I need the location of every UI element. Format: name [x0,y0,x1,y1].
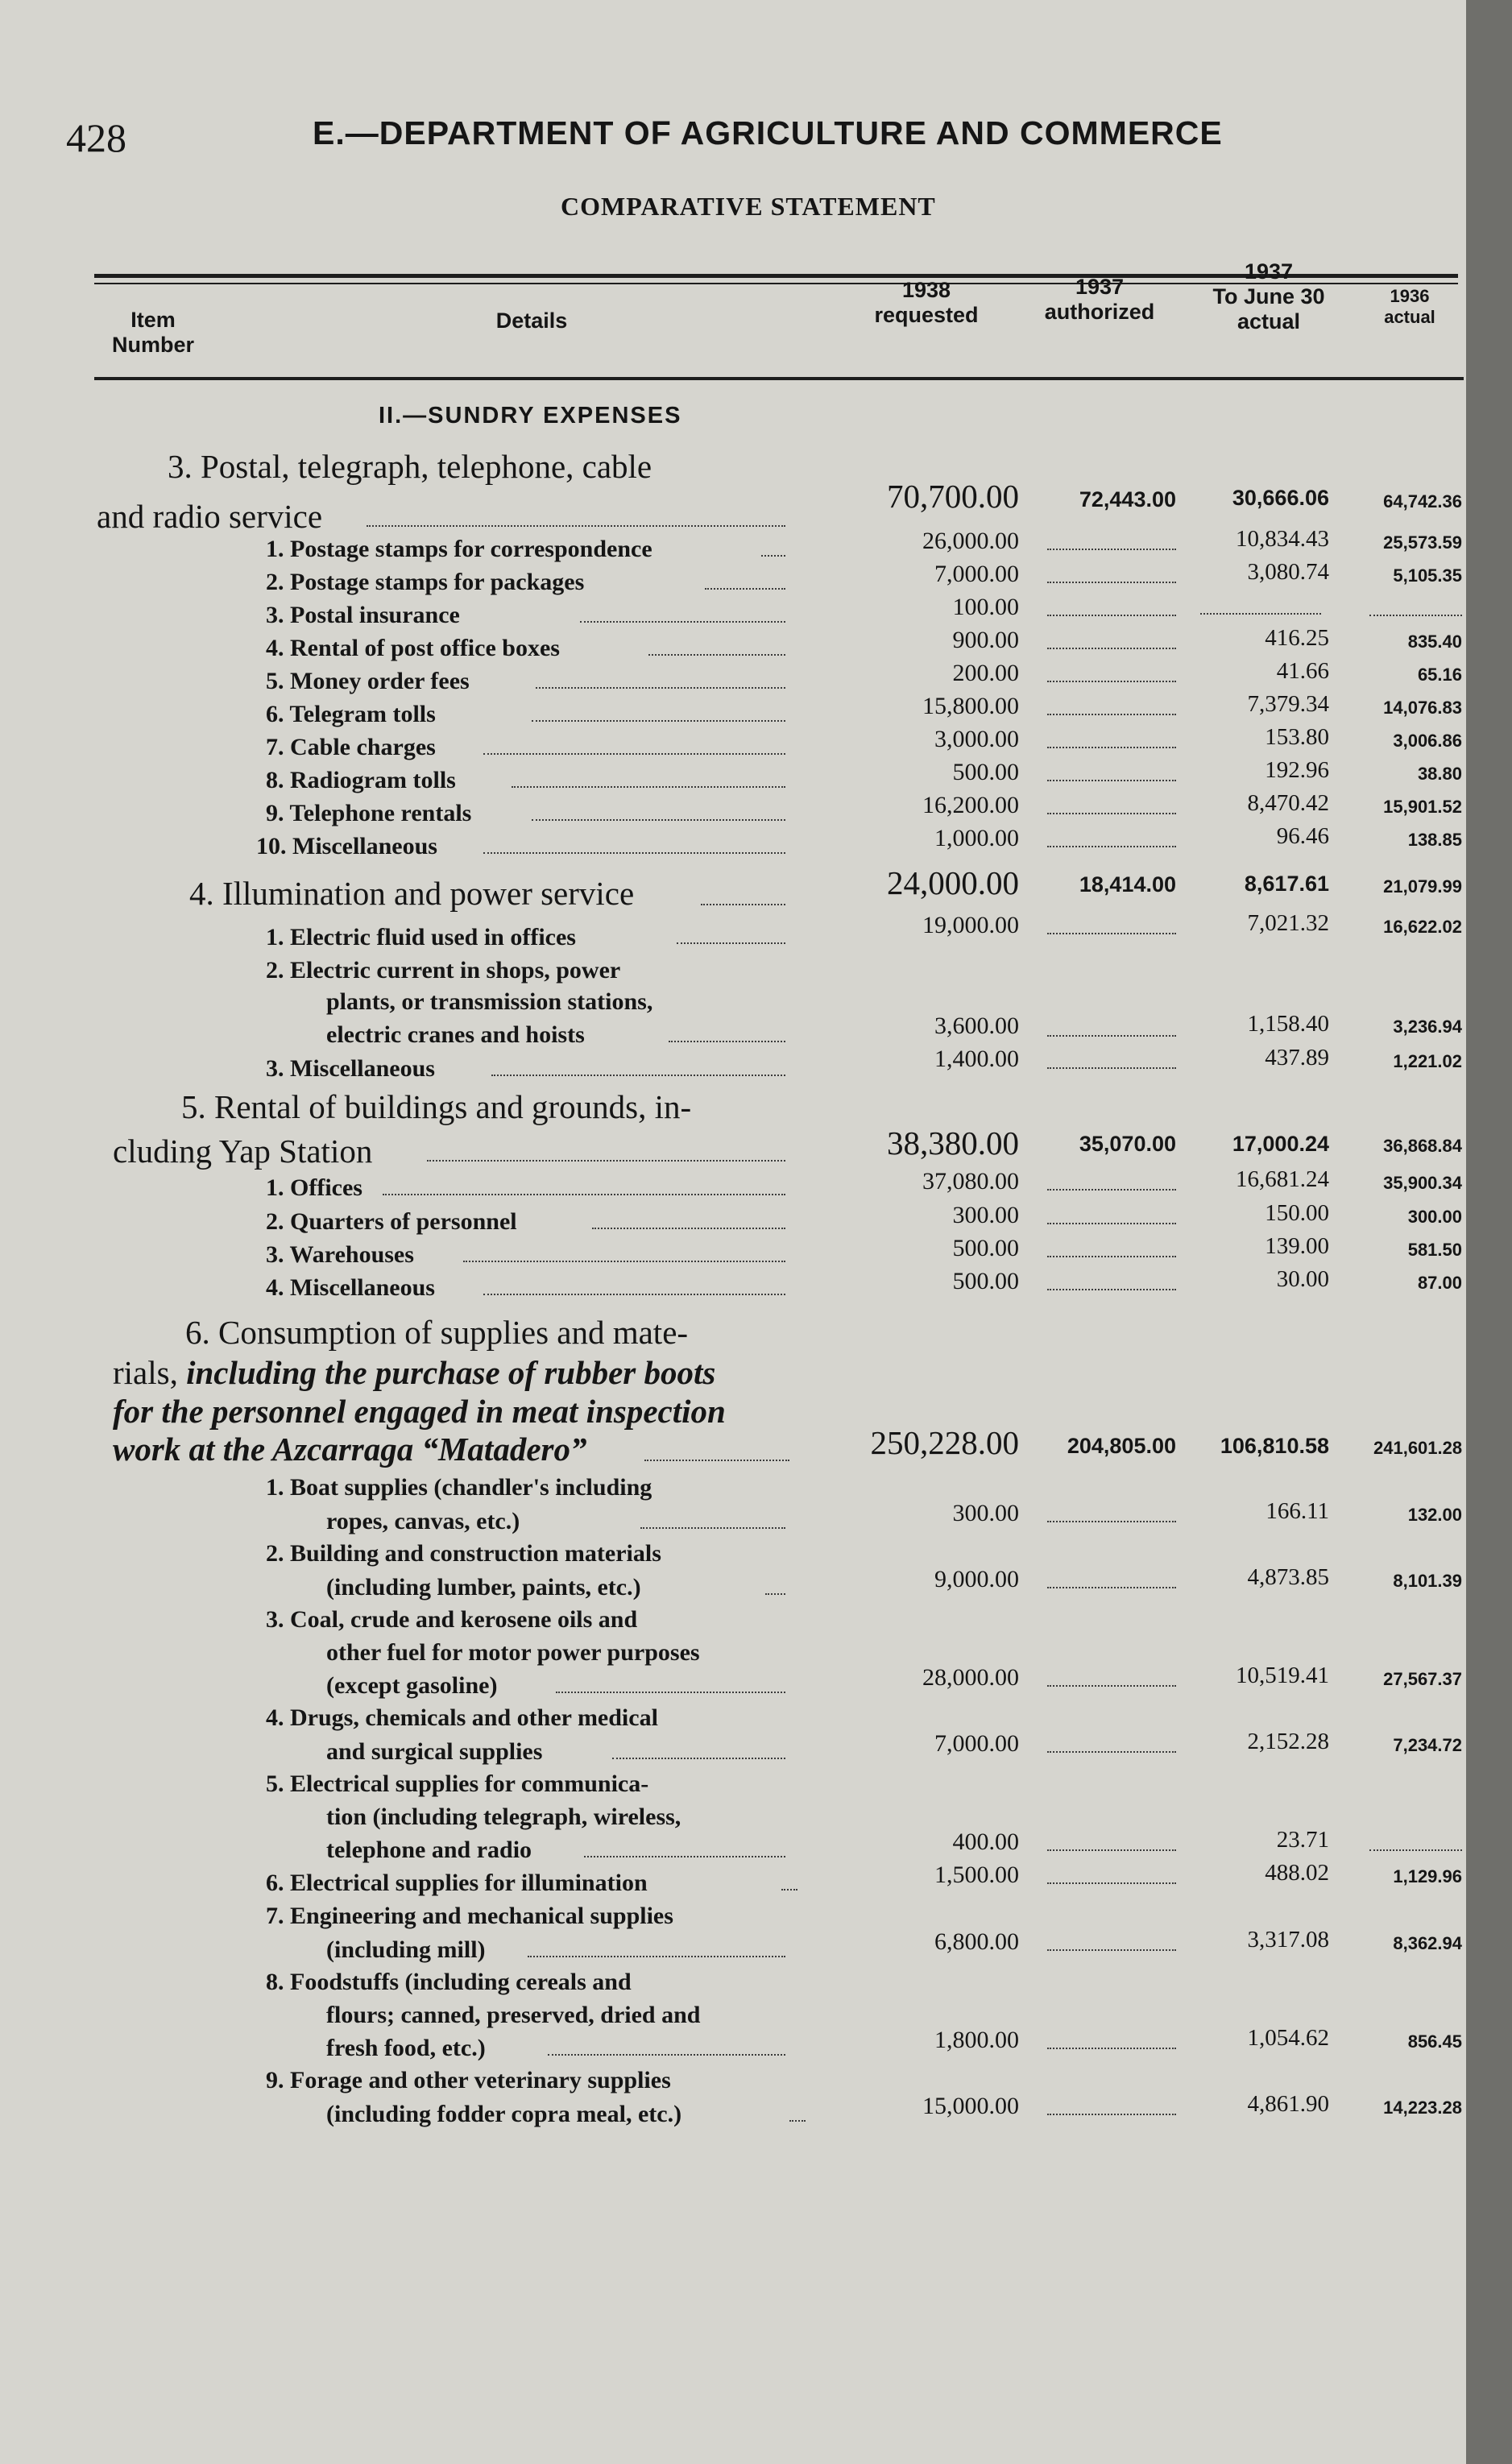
empty-authorized [1047,813,1176,814]
actual-1937-value: 150.00 [1265,1200,1329,1226]
dot-leader [367,525,785,527]
actual-1937-value: 4,873.85 [1247,1564,1329,1590]
requested-value: 26,000.00 [922,528,1019,554]
empty-authorized [1047,1521,1176,1522]
dot-leader [528,1956,785,1957]
subitem-label: (except gasoline) [326,1672,498,1699]
dot-leader [584,1856,785,1857]
subitem-label: (including lumber, paints, etc.) [326,1574,641,1601]
requested-value: 9,000.00 [934,1566,1019,1592]
actual-1936-value: 7,234.72 [1393,1735,1462,1755]
subitem-label: 9. Telephone rentals [266,800,472,826]
actual-1936-value: 21,079.99 [1383,876,1462,897]
actual-1937-value: 192.96 [1265,757,1329,783]
dot-leader [612,1758,785,1759]
requested-value: 70,700.00 [887,478,1019,515]
dot-leader [705,588,785,590]
subitem-label: 1. Offices [266,1174,362,1201]
empty-authorized [1047,2048,1176,2049]
actual-1937-value: 10,834.43 [1236,526,1329,552]
requested-value: 1,000.00 [934,825,1019,851]
col-header-1937-authorized: 1937 authorized [1044,275,1155,324]
requested-value: 24,000.00 [887,864,1019,901]
empty-authorized [1047,549,1176,550]
requested-value: 250,228.00 [870,1424,1019,1461]
actual-1936-value: 856.45 [1407,2031,1462,2052]
actual-1937-value: 10,519.41 [1236,1663,1329,1688]
item-title-line: 6. Consumption of supplies and mate- [185,1314,689,1351]
item-title-line: 5. Rental of buildings and grounds, in- [181,1088,692,1125]
requested-value: 900.00 [952,627,1019,653]
subitem-label: 8. Radiogram tolls [266,767,456,793]
empty-authorized [1047,1849,1176,1851]
requested-value: 300.00 [952,1500,1019,1526]
actual-1936-value: 8,362.94 [1393,1933,1462,1953]
authorized-value: 204,805.00 [1067,1434,1176,1458]
empty-authorized [1047,681,1176,682]
requested-value: 15,800.00 [922,693,1019,719]
col-header-1937-actual: 1937 To June 30 actual [1212,259,1325,333]
authorized-value: 35,070.00 [1079,1132,1176,1156]
subitem-label: 3. Postal insurance [266,602,460,628]
header-bottom-rule [94,377,1464,380]
actual-1937-value: 96.46 [1276,823,1329,849]
actual-1937-value: 416.25 [1265,625,1329,651]
empty-authorized [1047,648,1176,649]
actual-1937-value: 2,152.28 [1247,1729,1329,1754]
actual-1937-value: 8,470.42 [1247,790,1329,816]
actual-1936-value: 35,900.34 [1383,1173,1462,1193]
empty-authorized [1047,780,1176,781]
subitem-label: 2. Electric current in shops, power [266,957,621,984]
requested-value: 19,000.00 [922,912,1019,938]
subitem-label: 4. Miscellaneous [266,1274,435,1301]
actual-1936-value: 5,105.35 [1393,565,1462,586]
subitem-label: 5. Money order fees [266,668,470,694]
dot-leader [677,942,785,944]
empty-actual-1936 [1369,615,1462,616]
dot-leader [648,654,785,656]
subitem-label: and surgical supplies [326,1738,543,1765]
subheading: COMPARATIVE STATEMENT [561,192,936,221]
actual-1936-value: 14,223.28 [1383,2098,1462,2118]
actual-1937-value: 8,617.61 [1244,872,1329,896]
actual-1937-value: 1,054.62 [1247,2025,1329,2051]
requested-value: 15,000.00 [922,2093,1019,2119]
subitem-label: 5. Electrical supplies for communica- [266,1770,649,1797]
empty-authorized [1047,1949,1176,1951]
empty-authorized [1047,2114,1176,2115]
actual-1936-value: 27,567.37 [1383,1669,1462,1689]
dot-leader [640,1527,785,1529]
empty-authorized [1047,1035,1176,1037]
actual-1937-value: 488.02 [1265,1860,1329,1886]
dot-leader [463,1261,785,1262]
dot-leader [532,720,785,722]
empty-authorized [1047,1685,1176,1687]
subitem-label: 9. Forage and other veterinary supplies [266,2067,671,2093]
dot-leader [548,2054,785,2056]
subitem-label: 2. Postage stamps for packages [266,569,585,595]
actual-1936-value: 132.00 [1407,1505,1462,1525]
actual-1937-value: 17,000.24 [1232,1132,1329,1156]
section-title: II.—SUNDRY EXPENSES [379,403,682,429]
requested-value: 100.00 [952,594,1019,620]
requested-value: 3,600.00 [934,1013,1019,1039]
actual-1936-value: 300.00 [1407,1207,1462,1227]
empty-authorized [1047,933,1176,934]
dot-leader [669,1041,785,1042]
col-header-details: Details [495,309,568,333]
dot-leader [536,687,785,689]
empty-authorized [1047,1882,1176,1884]
subitem-label: 8. Foodstuffs (including cereals and [266,1969,632,1995]
actual-1936-value: 38.80 [1417,764,1462,784]
empty-authorized [1047,1223,1176,1224]
subitem-label: ropes, canvas, etc.) [326,1508,520,1534]
actual-1936-value: 138.85 [1407,830,1462,850]
actual-1936-value: 15,901.52 [1383,797,1462,817]
empty-actual-1937 [1200,613,1321,615]
subitem-label: 3. Miscellaneous [266,1055,435,1082]
requested-value: 200.00 [952,660,1019,686]
requested-value: 7,000.00 [934,1730,1019,1757]
empty-authorized [1047,747,1176,748]
item-title-line: 3. Postal, telegraph, telephone, cable [168,448,652,485]
dot-leader [483,1294,785,1295]
actual-1936-value: 3,236.94 [1393,1017,1462,1037]
subitem-label: 1. Boat supplies (chandler's including [266,1474,652,1501]
authorized-value: 18,414.00 [1079,872,1176,897]
dot-leader [592,1228,785,1229]
actual-1936-value: 241,601.28 [1373,1438,1463,1458]
subitem-label: 4. Rental of post office boxes [266,635,560,661]
dot-leader [701,904,785,905]
subitem-label: 1. Electric fluid used in offices [266,924,576,950]
col-header-1938-requested: 1938 requested [874,278,979,327]
actual-1937-value: 16,681.24 [1236,1166,1329,1192]
actual-1936-value: 1,129.96 [1393,1866,1462,1886]
page-number: 428 [66,115,126,160]
col-header-item-number: Item Number [111,308,194,357]
subitem-label: electric cranes and hoists [326,1021,585,1048]
subitem-label: plants, or transmission stations, [326,988,653,1015]
actual-1937-value: 153.80 [1265,724,1329,750]
requested-value: 500.00 [952,1235,1019,1261]
item-title-line: for the personnel engaged in meat inspection [113,1393,726,1430]
actual-1936-value: 581.50 [1407,1240,1462,1260]
requested-value: 3,000.00 [934,726,1019,752]
empty-authorized [1047,1751,1176,1753]
actual-1937-value: 166.11 [1266,1498,1329,1524]
requested-value: 37,080.00 [922,1168,1019,1195]
actual-1937-value: 3,080.74 [1247,559,1329,585]
dot-leader [532,819,785,821]
actual-1937-value: 4,861.90 [1247,2091,1329,2117]
requested-value: 1,400.00 [934,1046,1019,1072]
dot-leader [383,1194,785,1195]
actual-1937-value: 30.00 [1276,1266,1329,1292]
actual-1936-value: 8,101.39 [1393,1571,1462,1591]
authorized-value: 72,443.00 [1079,487,1176,511]
item-title-line: and radio service [97,498,323,535]
requested-value: 7,000.00 [934,561,1019,587]
subitem-label: 7. Engineering and mechanical supplies [266,1903,673,1929]
dot-leader [427,1160,785,1162]
requested-value: 28,000.00 [922,1664,1019,1691]
actual-1936-value: 16,622.02 [1383,917,1462,937]
empty-authorized [1047,1587,1176,1588]
actual-1936-value: 3,006.86 [1393,731,1462,751]
actual-1937-value: 41.66 [1276,658,1329,684]
subitem-label: 10. Miscellaneous [256,833,437,859]
subitem-label: 1. Postage stamps for correspondence [266,536,652,562]
empty-authorized [1047,1289,1176,1290]
subitem-label: 4. Drugs, chemicals and other medical [266,1704,658,1731]
requested-value: 1,500.00 [934,1861,1019,1888]
running-head: E.—DEPARTMENT OF AGRICULTURE AND COMMERCE [313,114,1223,151]
dot-leader [483,852,785,854]
empty-authorized [1047,1189,1176,1191]
requested-value: 38,380.00 [887,1124,1019,1162]
actual-1936-value: 87.00 [1417,1273,1462,1293]
subitem-label: 3. Coal, crude and kerosene oils and [266,1606,638,1633]
dot-leader [512,786,785,788]
subitem-label: 2. Quarters of personnel [266,1208,517,1235]
actual-1936-value: 1,221.02 [1393,1051,1462,1071]
actual-1937-value: 437.89 [1265,1045,1329,1070]
subitem-label: (including fodder copra meal, etc.) [326,2101,682,2127]
actual-1937-value: 106,810.58 [1220,1434,1329,1458]
requested-value: 400.00 [952,1828,1019,1855]
subitem-label: 6. Telegram tolls [266,701,436,727]
actual-1936-value: 25,573.59 [1383,532,1462,553]
requested-value: 500.00 [952,1268,1019,1294]
actual-1937-value: 7,379.34 [1247,691,1329,717]
requested-value: 300.00 [952,1202,1019,1228]
actual-1937-value: 30,666.06 [1232,486,1329,510]
subitem-label: flours; canned, preserved, dried and [326,2002,701,2028]
subitem-label: 6. Electrical supplies for illumination [266,1870,648,1896]
subitem-label: (including mill) [326,1936,486,1963]
dot-leader [761,555,785,557]
dot-leader [765,1593,785,1595]
item-title-line: work at the Azcarraga “Matadero” [113,1431,587,1468]
dot-leader [580,621,785,623]
actual-1937-value: 3,317.08 [1247,1927,1329,1953]
subitem-label: other fuel for motor power purposes [326,1639,700,1666]
actual-1936-value: 65.16 [1417,665,1462,685]
dot-leader [781,1889,797,1890]
subitem-label: fresh food, etc.) [326,2035,486,2061]
actual-1936-value: 64,742.36 [1383,491,1462,511]
item-title-line: rials, including the purchase of rubber boots [113,1354,716,1391]
dot-leader [644,1460,789,1461]
item-title-line: cluding Yap Station [113,1133,373,1170]
dot-leader [789,2120,806,2122]
subitem-label: 3. Warehouses [266,1241,414,1268]
empty-authorized [1047,582,1176,583]
actual-1936-value: 36,868.84 [1383,1136,1462,1156]
dot-leader [483,753,785,755]
col-header-1936-actual: 1936 actual [1384,286,1435,327]
actual-1937-value: 1,158.40 [1247,1011,1329,1037]
requested-value: 500.00 [952,759,1019,785]
subitem-label: telephone and radio [326,1837,532,1863]
subitem-label: 7. Cable charges [266,734,436,760]
actual-1937-value: 139.00 [1265,1233,1329,1259]
empty-authorized [1047,615,1176,616]
empty-authorized [1047,846,1176,847]
item-title: 4. Illumination and power service [189,875,635,912]
actual-1936-value: 835.40 [1407,632,1462,652]
subitem-label: 2. Building and construction materials [266,1540,661,1567]
dot-leader [556,1692,785,1693]
subitem-label: tion (including telegraph, wireless, [326,1803,681,1830]
requested-value: 1,800.00 [934,2027,1019,2053]
dot-leader [491,1075,785,1076]
empty-authorized [1047,1256,1176,1257]
empty-authorized [1047,1067,1176,1069]
actual-1937-value: 7,021.32 [1247,910,1329,936]
empty-actual-1936 [1369,1849,1462,1851]
actual-1936-value: 14,076.83 [1383,698,1462,718]
requested-value: 6,800.00 [934,1928,1019,1955]
empty-authorized [1047,714,1176,715]
actual-1937-value: 23.71 [1276,1827,1329,1853]
requested-value: 16,200.00 [922,792,1019,818]
